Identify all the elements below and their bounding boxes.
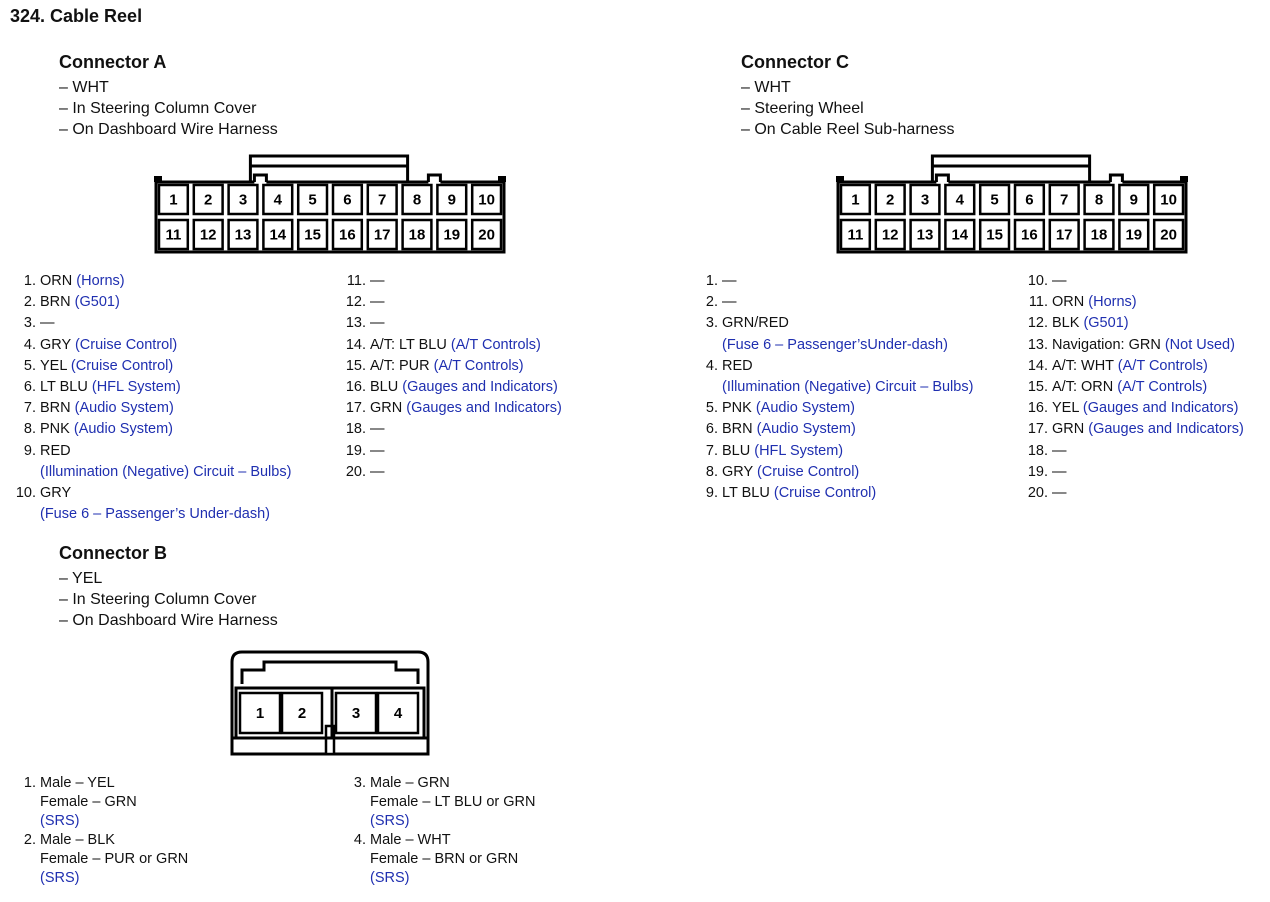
pin-wire-color: BRN: [40, 400, 71, 417]
pin-cavity-number: 4: [273, 191, 282, 209]
pin-circuit-desc: (Fuse 6 – Passenger’s Under-dash): [40, 506, 270, 523]
pin-circuit-desc: (A/T Controls): [1117, 379, 1208, 396]
pin-entry: [690, 483, 973, 504]
pin-wire-color: RED: [722, 357, 753, 374]
pin-cavity-number: 15: [304, 226, 321, 244]
pin-cavity-number: 9: [447, 191, 456, 209]
connector-b-color: – YEL: [59, 570, 103, 587]
page-title: 324. Cable Reel: [10, 6, 143, 26]
pin-number: 4.: [23, 336, 36, 353]
pin-number: 4.: [705, 357, 718, 374]
pin-cavity-number: 5: [308, 191, 317, 209]
pin-wire-color: ORN: [1052, 294, 1085, 311]
pin-number: 19.: [345, 442, 366, 459]
pin-number: 1.: [705, 273, 718, 289]
pin-cavity-number: 18: [1090, 226, 1108, 244]
pin-wire-color: BLK: [1052, 315, 1080, 332]
pin-entry: [8, 483, 291, 525]
pin-entry: [8, 377, 291, 398]
pin-wire-color: —: [1052, 273, 1067, 289]
pin-number: 18.: [1027, 442, 1048, 459]
pin-cavity-number: 4: [393, 705, 403, 722]
pin-cavity-number: 19: [443, 226, 461, 244]
pin-entry: [8, 335, 291, 356]
pin-number: 7.: [705, 442, 718, 459]
pin-entry: [690, 462, 973, 483]
pin-number: 10.: [1027, 273, 1048, 289]
pin-entry: [690, 441, 973, 462]
pin-number: 11.: [1028, 294, 1048, 311]
pin-number: 2.: [23, 294, 36, 311]
pin-number: 1.: [23, 775, 36, 791]
pin-entry: [338, 377, 562, 398]
pin-number: 16.: [1027, 400, 1048, 417]
pin-wire-color: GRY: [40, 485, 72, 502]
pin-circuit-desc: (G501): [1083, 315, 1129, 332]
pin-circuit-desc: (SRS): [370, 813, 410, 829]
pin-cavity-number: 16: [1021, 226, 1038, 244]
locking-tab: [1110, 175, 1122, 182]
pin-circuit-desc: (Cruise Control): [70, 357, 174, 374]
connector-a-pins-right: [338, 271, 562, 483]
pin-cavity-number: 13: [916, 226, 934, 244]
pin-cavity-number: 8: [412, 191, 422, 209]
pin-cavity-number: 3: [238, 191, 248, 209]
pin-circuit-desc: (Gauges and Indicators): [1088, 421, 1244, 438]
pin-cavity-number: 1: [255, 705, 265, 722]
pin-wire-color: GRY: [722, 463, 753, 480]
connector-a-harness: – On Dashboard Wire Harness: [59, 121, 278, 138]
pin-entry: [1020, 313, 1244, 334]
pin-cavity-number: 11: [847, 226, 864, 244]
pin-circuit-desc: (HFL System): [91, 379, 181, 396]
pin-entry: [338, 356, 562, 377]
pin-circuit-desc: (Gauges and Indicators): [406, 400, 562, 417]
pin-entry: [338, 419, 562, 440]
pin-entry: [338, 335, 562, 356]
connector-b-pins-left: [8, 774, 188, 888]
pin-wire-color: BLU: [370, 379, 399, 396]
pin-wire-color: —: [722, 294, 737, 311]
pin-wire-color: —: [1052, 485, 1067, 502]
pin-wire-color: —: [370, 294, 385, 311]
pin-circuit-desc: (SRS): [40, 870, 80, 886]
pin-entry: [8, 441, 291, 483]
end-post: [836, 176, 844, 182]
pin-cavity-number: 19: [1125, 226, 1143, 244]
pin-circuit-desc: (Illumination (Negative) Circuit – Bulbs): [40, 463, 292, 480]
pin-number: 3.: [353, 775, 366, 791]
pin-number: 12.: [345, 294, 366, 311]
pin-cavity-number: 7: [378, 191, 387, 209]
pin-circuit-desc: (Audio System): [756, 421, 856, 438]
pin-cavity-number: 20: [1160, 226, 1177, 244]
connector-c-header: [741, 52, 954, 140]
connector-c-face-diagram: [832, 152, 1192, 260]
pin-number: 8.: [23, 421, 36, 438]
pin-number: 10.: [15, 485, 36, 502]
pin-entry: [8, 774, 188, 831]
connector-c-pins-left: [690, 271, 973, 504]
pin-number: 2.: [705, 294, 718, 311]
pin-entry: [1020, 441, 1244, 462]
pin-entry: [690, 398, 973, 419]
pin-entry: [338, 313, 562, 334]
pin-wire-color: LT BLU: [722, 485, 770, 502]
pin-entry: [8, 419, 291, 440]
pin-entry: [1020, 335, 1244, 356]
pin-number: 1.: [23, 273, 36, 289]
connector-hood: [242, 662, 418, 684]
pin-circuit-desc: (Illumination (Negative) Circuit – Bulbs): [722, 379, 974, 396]
pin-number: 9.: [23, 442, 36, 459]
pin-cavity-number: 17: [373, 226, 391, 244]
pin-wire-color: PNK: [40, 421, 70, 438]
pin-number: 20.: [345, 463, 366, 480]
pin-entry: [8, 398, 291, 419]
end-post: [1180, 176, 1188, 182]
pin-number: 17.: [345, 400, 366, 417]
pin-wire-color: —: [722, 273, 737, 289]
end-post: [154, 176, 162, 182]
locking-tab: [428, 175, 440, 182]
connector-c-pins-right: [1020, 271, 1244, 504]
pin-number: 11.: [346, 273, 366, 289]
pin-wire-color: —: [370, 315, 385, 332]
pin-circuit-desc: (A/T Controls): [433, 357, 524, 374]
pin-circuit-desc: (Gauges and Indicators): [402, 379, 558, 396]
pin-cavity-number: 2: [297, 705, 307, 722]
pin-circuit-desc: (Fuse 6 – Passenger’sUnder-dash): [722, 336, 948, 353]
pin-wire-color: GRN: [1052, 421, 1085, 438]
pin-wire-color: LT BLU: [40, 379, 88, 396]
pin-entry: [8, 271, 291, 292]
pin-entry: [1020, 398, 1244, 419]
pin-wire-line: Male – YEL: [40, 775, 115, 791]
pin-circuit-desc: (HFL System): [754, 442, 844, 459]
pin-number: 13.: [1027, 336, 1048, 353]
pin-entry: [1020, 356, 1244, 377]
pin-number: 14.: [1027, 357, 1048, 374]
connector-b-header: [59, 543, 278, 631]
pin-number: 3.: [23, 315, 36, 332]
pin-cavity-number: 11: [165, 226, 182, 244]
pin-cavity-number: 14: [269, 226, 287, 244]
pin-wire-color: BLU: [722, 442, 751, 459]
pin-entry: [1020, 462, 1244, 483]
pin-cavity-number: 12: [881, 226, 899, 244]
pin-wire-line: Female – BRN or GRN: [370, 851, 519, 867]
pin-number: 12.: [1027, 315, 1048, 332]
pin-cavity-number: 15: [986, 226, 1003, 244]
pin-wire-line: Male – GRN: [370, 775, 450, 791]
pin-circuit-desc: (Not Used): [1164, 336, 1235, 353]
pin-number: 13.: [345, 315, 366, 332]
pin-number: 15.: [345, 357, 366, 374]
pin-entry: [1020, 292, 1244, 313]
connector-a-header: [59, 52, 278, 140]
pin-wire-color: —: [370, 421, 385, 438]
pin-circuit-desc: (Cruise Control): [74, 336, 178, 353]
locking-tab: [254, 175, 266, 182]
pin-wire-color: GRN: [370, 400, 403, 417]
pin-entry: [338, 462, 562, 483]
pin-number: 16.: [345, 379, 366, 396]
pin-entry: [1020, 483, 1244, 504]
pin-wire-color: A/T: LT BLU: [370, 336, 447, 353]
pin-circuit-desc: (Cruise Control): [773, 485, 877, 502]
connector-a-face-diagram: [150, 152, 510, 260]
pin-entry: [338, 271, 562, 292]
connector-b-harness: – On Dashboard Wire Harness: [59, 612, 278, 629]
pin-wire-color: YEL: [1052, 400, 1079, 417]
pin-entry: [690, 292, 973, 313]
pin-entry: [8, 313, 291, 334]
pin-cavity-number: 7: [1060, 191, 1069, 209]
pin-number: 2.: [23, 832, 36, 848]
connector-b-pins-right: [338, 774, 535, 888]
pin-cavity-number: 10: [478, 191, 495, 209]
pin-cavity-number: 18: [408, 226, 426, 244]
pin-entry: [338, 831, 535, 888]
pin-number: 6.: [23, 379, 36, 396]
pin-entry: [338, 774, 535, 831]
pin-cavity-number: 3: [920, 191, 930, 209]
pin-circuit-desc: (Audio System): [74, 400, 174, 417]
pin-number: 4.: [353, 832, 366, 848]
pin-entry: [1020, 419, 1244, 440]
pin-circuit-desc: (Audio System): [755, 400, 855, 417]
pin-number: 5.: [705, 400, 718, 417]
latch-hood: [250, 156, 407, 182]
pin-wire-color: —: [1052, 442, 1067, 459]
pin-number: 20.: [1027, 485, 1048, 502]
pin-cavity-number: 2: [204, 191, 213, 209]
pin-wire-color: BRN: [722, 421, 753, 438]
pin-wire-line: Female – GRN: [40, 794, 137, 810]
pin-wire-color: —: [40, 315, 55, 332]
pin-entry: [690, 313, 973, 355]
pin-entry: [338, 398, 562, 419]
locking-tab: [936, 175, 948, 182]
connector-a-pins-left: [8, 271, 291, 525]
pin-entry: [690, 271, 973, 292]
pin-entry: [338, 441, 562, 462]
pin-number: 7.: [23, 400, 36, 417]
connector-b-location: – In Steering Column Cover: [59, 591, 257, 608]
pin-wire-color: —: [370, 273, 385, 289]
pin-wire-color: RED: [40, 442, 71, 459]
pin-cavity-number: 2: [886, 191, 895, 209]
pin-cavity-number: 14: [951, 226, 969, 244]
pin-cavity-number: 1: [851, 191, 860, 209]
connector-c-title: Connector C: [741, 52, 849, 72]
pin-wire-color: YEL: [40, 357, 67, 374]
pin-number: 15.: [1027, 379, 1048, 396]
pin-circuit-desc: (A/T Controls): [1117, 357, 1208, 374]
connector-a-title: Connector A: [59, 52, 167, 72]
pin-number: 17.: [1027, 421, 1048, 438]
pin-number: 14.: [345, 336, 366, 353]
pin-number: 18.: [345, 421, 366, 438]
pin-wire-line: Female – LT BLU or GRN: [370, 794, 536, 810]
pin-number: 5.: [23, 357, 36, 374]
pin-circuit-desc: (Horns): [76, 273, 125, 289]
pin-wire-color: GRY: [40, 336, 71, 353]
pin-cavity-number: 10: [1160, 191, 1177, 209]
pin-circuit-desc: (A/T Controls): [450, 336, 541, 353]
pin-entry: [1020, 271, 1244, 292]
pin-wire-line: Male – WHT: [370, 832, 451, 848]
latch-hood: [932, 156, 1089, 182]
connector-c-location: – Steering Wheel: [741, 100, 864, 117]
pin-entry: [338, 292, 562, 313]
pin-cavity-number: 5: [990, 191, 999, 209]
pin-number: 8.: [705, 463, 718, 480]
pin-entry: [1020, 377, 1244, 398]
pin-wire-line: Female – PUR or GRN: [40, 851, 189, 867]
pin-number: 6.: [705, 421, 718, 438]
pin-entry: [8, 356, 291, 377]
pin-number: 3.: [705, 315, 718, 332]
pin-wire-color: GRN/RED: [722, 315, 789, 332]
pin-wire-color: Navigation: GRN: [1052, 336, 1161, 353]
pin-wire-color: BRN: [40, 294, 71, 311]
pin-wire-color: A/T: WHT: [1052, 357, 1114, 374]
pin-number: 9.: [705, 485, 718, 502]
pin-number: 19.: [1027, 463, 1048, 480]
pin-wire-color: A/T: PUR: [370, 357, 430, 374]
pin-entry: [8, 831, 188, 888]
pin-circuit-desc: (SRS): [40, 813, 80, 829]
pin-entry: [8, 292, 291, 313]
pin-wire-color: A/T: ORN: [1052, 379, 1114, 396]
pin-cavity-number: 9: [1129, 191, 1138, 209]
connector-a-location: – In Steering Column Cover: [59, 100, 257, 117]
pin-circuit-desc: (Gauges and Indicators): [1082, 400, 1239, 417]
pin-circuit-desc: (Cruise Control): [756, 463, 860, 480]
pin-wire-color: ORN: [40, 273, 73, 289]
pin-cavity-number: 6: [343, 191, 352, 209]
pin-cavity-number: 17: [1055, 226, 1073, 244]
pin-cavity-number: 3: [351, 705, 361, 722]
pin-circuit-desc: (Audio System): [73, 421, 173, 438]
pin-entry: [690, 419, 973, 440]
pin-cavity-number: 20: [478, 226, 495, 244]
pin-wire-color: —: [370, 442, 385, 459]
connector-a-color: – WHT: [59, 79, 109, 96]
connector-c-harness: – On Cable Reel Sub-harness: [741, 121, 955, 138]
connector-b-face-diagram: [228, 648, 432, 760]
pin-circuit-desc: (SRS): [370, 870, 410, 886]
pin-wire-color: PNK: [722, 400, 752, 417]
pin-entry: [690, 356, 973, 398]
pin-wire-line: Male – BLK: [40, 832, 115, 848]
pin-cavity-number: 13: [234, 226, 252, 244]
pin-cavity-number: 6: [1025, 191, 1034, 209]
pin-cavity-number: 1: [169, 191, 178, 209]
connector-c-color: – WHT: [741, 79, 791, 96]
pin-circuit-desc: (Horns): [1088, 294, 1137, 311]
end-post: [498, 176, 506, 182]
pin-wire-color: —: [370, 463, 385, 480]
connector-b-title: Connector B: [59, 543, 167, 563]
pin-cavity-number: 4: [955, 191, 964, 209]
pin-wire-color: —: [1052, 463, 1067, 480]
pin-cavity-number: 16: [339, 226, 356, 244]
pin-circuit-desc: (G501): [74, 294, 120, 311]
pin-cavity-number: 8: [1094, 191, 1104, 209]
pin-cavity-number: 12: [199, 226, 217, 244]
